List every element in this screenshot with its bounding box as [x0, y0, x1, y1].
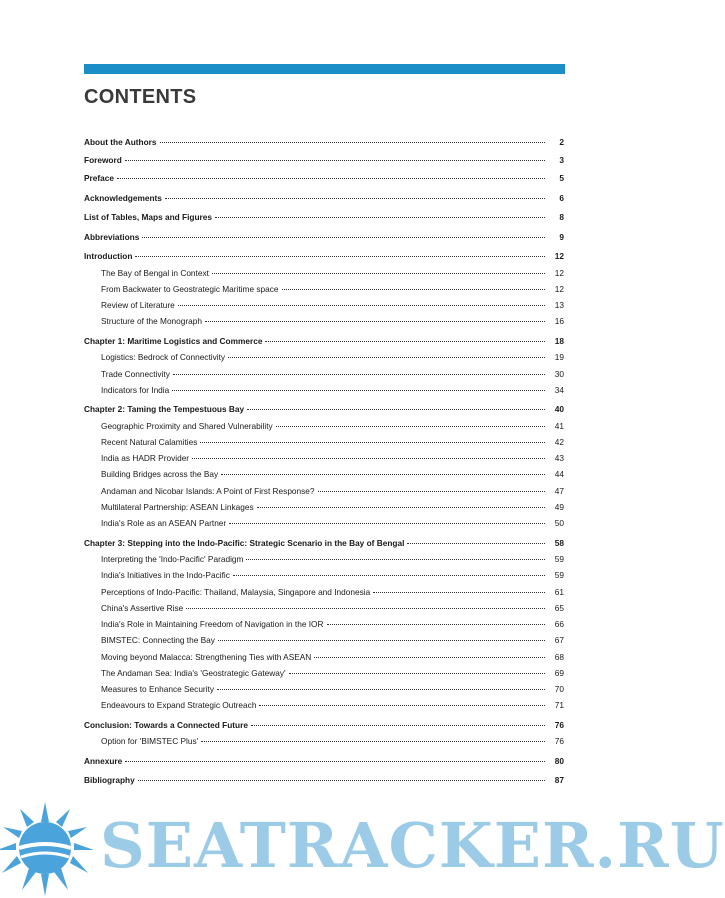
toc-entry-page: 2	[559, 137, 564, 147]
toc-entry-page: 49	[554, 502, 564, 512]
toc-entry-label: Multilateral Partnership: ASEAN Linkages	[101, 502, 254, 512]
dot-leader	[125, 761, 545, 762]
dot-leader	[212, 273, 545, 274]
dot-leader	[215, 217, 545, 218]
dot-leader	[192, 458, 545, 459]
toc-entry-label: The Andaman Sea: India's 'Geostrategic Gateway'	[101, 668, 286, 678]
toc-entry-label: Indicators for India	[101, 385, 170, 395]
toc-entry[interactable]	[84, 538, 564, 549]
dot-leader	[125, 160, 545, 161]
page-title: CONTENTS	[84, 86, 197, 108]
toc-entry[interactable]	[84, 775, 564, 786]
toc-entry-label: Moving beyond Malacca: Strengthening Ties with ASEAN	[101, 652, 312, 662]
toc-entry-page: 87	[554, 775, 564, 785]
toc-subentry[interactable]	[101, 502, 564, 513]
dot-leader	[160, 142, 545, 143]
toc-entry-label: List of Tables, Maps and Figures	[84, 212, 213, 222]
dot-leader	[200, 442, 545, 443]
toc-entry[interactable]	[84, 193, 564, 204]
dot-leader	[257, 507, 545, 508]
toc-entry-page: 65	[554, 603, 564, 613]
dot-leader	[172, 390, 545, 391]
toc-entry-page: 70	[554, 684, 564, 694]
toc-entry-page: 5	[559, 173, 564, 183]
toc-entry-page: 12	[554, 284, 564, 294]
toc-entry[interactable]	[84, 212, 564, 223]
dot-leader	[186, 608, 545, 609]
toc-entry-page: 9	[559, 232, 564, 242]
dot-leader	[138, 780, 545, 781]
toc-entry[interactable]	[84, 336, 564, 347]
toc-entry-page: 71	[554, 700, 564, 710]
toc-subentry[interactable]	[101, 385, 564, 396]
toc-entry-label: Review of Literature	[101, 300, 175, 310]
dot-leader	[407, 543, 545, 544]
toc-entry-page: 43	[554, 453, 564, 463]
dot-leader	[135, 256, 545, 257]
dot-leader	[233, 575, 545, 576]
dot-leader	[314, 657, 545, 658]
toc-entry-page: 47	[554, 486, 564, 496]
toc-entry-label: Acknowledgements	[84, 193, 162, 203]
toc-entry-page: 16	[554, 316, 564, 326]
dot-leader	[218, 640, 545, 641]
toc-entry-label: Endeavours to Expand Strategic Outreach	[101, 700, 257, 710]
toc-subentry[interactable]	[101, 668, 564, 679]
toc-entry-page: 8	[559, 212, 564, 222]
dot-leader	[217, 689, 545, 690]
toc-entry-label: Perceptions of Indo-Pacific: Thailand, Malaysia, Singapore and Indonesia	[101, 587, 371, 597]
toc-subentry[interactable]	[101, 736, 564, 747]
dot-leader	[251, 725, 545, 726]
dot-leader	[221, 474, 545, 475]
toc-entry-label: Trade Connectivity	[101, 369, 170, 379]
dot-leader	[247, 409, 545, 410]
dot-leader	[289, 673, 545, 674]
toc-entry-page: 61	[554, 587, 564, 597]
toc-subentry[interactable]	[101, 352, 564, 363]
toc-entry-label: Annexure	[84, 756, 123, 766]
toc-subentry[interactable]	[101, 437, 564, 448]
toc-entry-page: 58	[554, 538, 564, 548]
toc-subentry[interactable]	[101, 268, 564, 279]
toc-entry[interactable]	[84, 756, 564, 767]
dot-leader	[259, 705, 545, 706]
dot-leader	[246, 559, 545, 560]
toc-entry-label: India as HADR Provider	[101, 453, 190, 463]
toc-entry-page: 50	[554, 518, 564, 528]
dot-leader	[282, 289, 545, 290]
dot-leader	[265, 341, 545, 342]
toc-entry-label: Building Bridges across the Bay	[101, 469, 219, 479]
dot-leader	[142, 237, 545, 238]
toc-entry-page: 6	[559, 193, 564, 203]
toc-entry-page: 67	[554, 635, 564, 645]
toc-entry-page: 12	[554, 268, 564, 278]
toc-entry-label: Geographic Proximity and Shared Vulnerability	[101, 421, 273, 431]
sun-wave-icon	[0, 800, 100, 898]
toc-entry-label: Andaman and Nicobar Islands: A Point of First Response?	[101, 486, 315, 496]
toc-subentry[interactable]	[101, 570, 564, 581]
toc-entry-label: Chapter 3: Stepping into the Indo-Pacific: Strategic Scenario in the Bay of Bengal	[84, 538, 405, 548]
toc-entry-label: The Bay of Bengal in Context	[101, 268, 209, 278]
toc-entry-page: 13	[554, 300, 564, 310]
toc-entry-page: 68	[554, 652, 564, 662]
watermark-text: SEATRACKER.RU	[100, 809, 725, 882]
toc-entry-label: Interpreting the 'Indo-Pacific' Paradigm	[101, 554, 244, 564]
toc-subentry[interactable]	[101, 619, 564, 630]
toc-entry-label: Option for 'BIMSTEC Plus'	[101, 736, 199, 746]
toc-entry-label: Chapter 2: Taming the Tempestuous Bay	[84, 404, 245, 414]
toc-entry-page: 76	[554, 736, 564, 746]
toc-subentry[interactable]	[101, 684, 564, 695]
toc-subentry[interactable]	[101, 284, 564, 295]
dot-leader	[201, 741, 545, 742]
toc-subentry[interactable]	[101, 421, 564, 432]
toc-entry-page: 44	[554, 469, 564, 479]
toc-entry-page: 69	[554, 668, 564, 678]
dot-leader	[205, 321, 545, 322]
toc-subentry[interactable]	[101, 603, 564, 614]
toc-entry-label: Chapter 1: Maritime Logistics and Commerce	[84, 336, 263, 346]
toc-subentry[interactable]	[101, 316, 564, 327]
toc-entry[interactable]	[84, 251, 564, 262]
toc-entry[interactable]	[84, 137, 564, 148]
dot-leader	[229, 523, 545, 524]
toc-entry-page: 80	[554, 756, 564, 766]
dot-leader	[178, 305, 545, 306]
dot-leader	[117, 178, 545, 179]
toc-entry-page: 18	[554, 336, 564, 346]
toc-entry-page: 59	[554, 570, 564, 580]
toc-entry-page: 3	[559, 155, 564, 165]
toc-entry-label: India's Role as an ASEAN Partner	[101, 518, 227, 528]
toc-entry-label: From Backwater to Geostrategic Maritime space	[101, 284, 279, 294]
toc-entry[interactable]	[84, 155, 564, 166]
toc-entry-page: 42	[554, 437, 564, 447]
toc-entry-page: 41	[554, 421, 564, 431]
toc-entry-label: China's Assertive Rise	[101, 603, 184, 613]
toc-entry-label: Logistics: Bedrock of Connectivity	[101, 352, 226, 362]
dot-leader	[276, 426, 545, 427]
toc-entry-page: 66	[554, 619, 564, 629]
toc-entry-label: BIMSTEC: Connecting the Bay	[101, 635, 215, 645]
toc-entry-label: India's Role in Maintaining Freedom of Navigation in the IOR	[101, 619, 324, 629]
toc-entry-page: 34	[554, 385, 564, 395]
toc-subentry[interactable]	[101, 587, 564, 598]
toc-entry-page: 40	[554, 404, 564, 414]
toc-subentry[interactable]	[101, 554, 564, 565]
toc-entry-page: 59	[554, 554, 564, 564]
dot-leader	[318, 491, 545, 492]
toc-entry-label: India's Initiatives in the Indo-Pacific	[101, 570, 230, 580]
toc-subentry[interactable]	[101, 453, 564, 464]
toc-entry[interactable]	[84, 720, 564, 731]
toc-entry[interactable]	[84, 232, 564, 243]
toc-entry-page: 76	[554, 720, 564, 730]
toc-entry-page: 30	[554, 369, 564, 379]
toc-entry[interactable]	[84, 404, 564, 415]
dot-leader	[327, 624, 546, 625]
toc-subentry[interactable]	[101, 700, 564, 711]
toc-entry[interactable]	[84, 173, 564, 184]
dot-leader	[228, 357, 545, 358]
toc-entry-label: Introduction	[84, 251, 133, 261]
toc-subentry[interactable]	[101, 635, 564, 646]
toc-subentry[interactable]	[101, 469, 564, 480]
toc-subentry[interactable]	[101, 652, 564, 663]
toc-entry-label: Measures to Enhance Security	[101, 684, 214, 694]
dot-leader	[165, 198, 545, 199]
toc-entry-label: About the Authors	[84, 137, 157, 147]
toc-subentry[interactable]	[101, 369, 564, 380]
toc-entry-label: Foreword	[84, 155, 122, 165]
toc-entry-label: Conclusion: Towards a Connected Future	[84, 720, 248, 730]
toc-entry-page: 19	[554, 352, 564, 362]
dot-leader	[373, 592, 545, 593]
toc-subentry[interactable]	[101, 300, 564, 311]
toc-entry-label: Recent Natural Calamities	[101, 437, 198, 447]
toc-entry-label: Preface	[84, 173, 114, 183]
dot-leader	[173, 374, 545, 375]
toc-entry-label: Bibliography	[84, 775, 135, 785]
table-of-contents	[84, 0, 564, 898]
toc-entry-label: Structure of the Monograph	[101, 316, 203, 326]
toc-subentry[interactable]	[101, 486, 564, 497]
toc-entry-label: Abbreviations	[84, 232, 140, 242]
toc-subentry[interactable]	[101, 518, 564, 529]
toc-entry-page: 12	[554, 251, 564, 261]
